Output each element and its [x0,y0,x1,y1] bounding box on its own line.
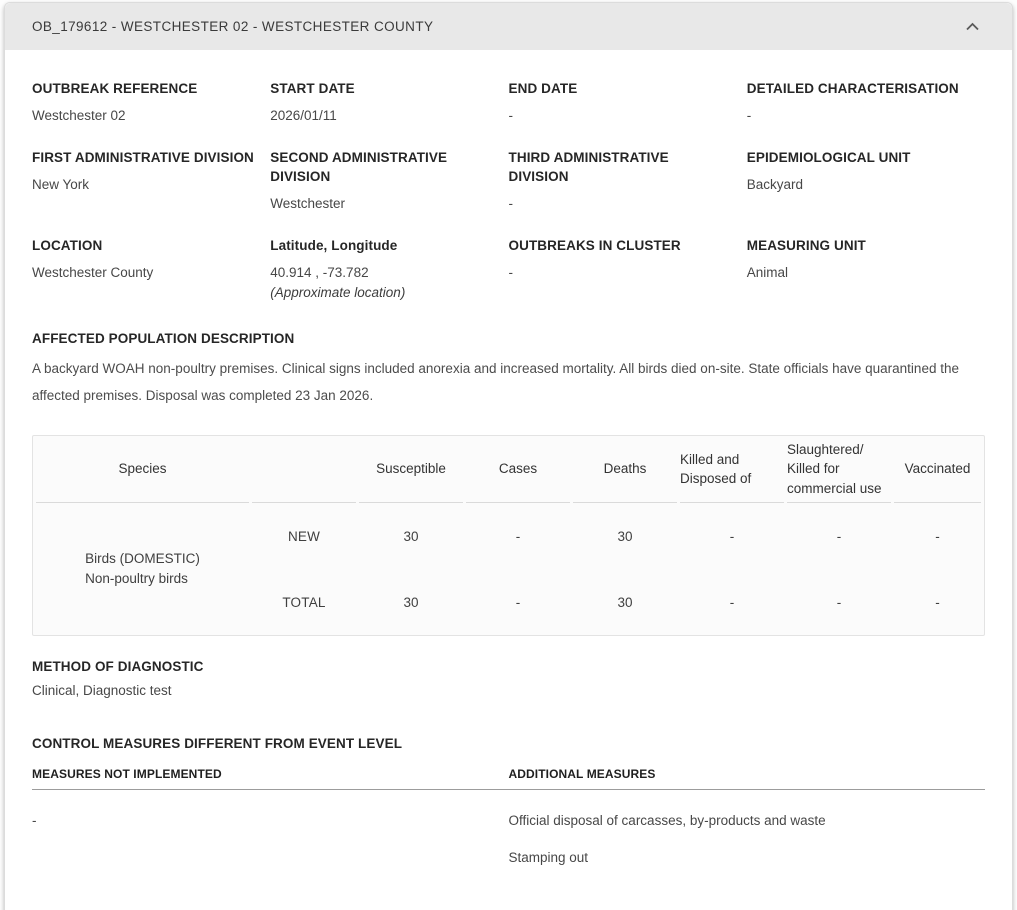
susceptible-cell: 30 [403,528,419,544]
deaths-cell: 30 [617,594,633,610]
method-of-diagnostic-label: METHOD OF DIAGNOSTIC [32,659,204,675]
outbreak-panel-title: OB_179612 - WESTCHESTER 02 - WESTCHESTER COUNTY [32,19,434,34]
field-outbreak-reference [32,80,270,126]
field-second-admin-division [270,149,508,214]
fields-row-3 [32,237,985,302]
col-header-killed-disposed: Killed and Disposed of [680,436,784,503]
measures-not-implemented-column [32,767,509,886]
field-lat-long [270,237,508,302]
col-header-deaths: Deaths [573,436,677,503]
field-label: SECOND ADMINISTRATIVE DIVISION [270,149,448,184]
field-label: EPIDEMIOLOGICAL UNIT [746,149,911,165]
field-label: MEASURING UNIT [746,238,866,254]
field-label: LOCATION [32,238,103,254]
collapse-button[interactable] [961,15,984,38]
field-label: OUTBREAK REFERENCE [32,81,198,96]
additional-measures-label: ADDITIONAL MEASURES [509,767,986,790]
col-header-slaughtered: Slaughtered/ Killed for commercial use [787,436,891,503]
slaughtered-cell: - [836,594,842,610]
vaccinated-cell: - [935,528,940,544]
measure-item: Stamping out [508,850,589,866]
col-header-row-type [252,436,356,503]
field-measuring-unit [747,237,985,283]
field-value: Animal [746,265,789,281]
cases-cell: - [515,528,521,544]
killed-disposed-cell: - [729,528,735,544]
col-header-vaccinated: Vaccinated [894,436,981,503]
species-line1: Birds (DOMESTIC) [85,550,200,566]
susceptible-cell: 30 [403,594,419,610]
col-header-species: Species [36,436,249,503]
field-outbreaks-in-cluster [509,237,747,283]
field-value: - [508,265,513,281]
cases-cell: - [515,594,521,610]
field-value: 40.914 , -73.782 [270,265,369,281]
field-third-admin-division [509,149,747,214]
additional-measures-column [509,767,986,886]
species-name-cell [36,503,249,635]
affected-population-text: A backyard WOAH non-poultry premises. Clinical signs included anorexia and increased mortality. All birds died on-site. State officials have quarantined the affected premises. Disposal was completed 23 Jan 2026. [32,360,959,404]
field-epidemiological-unit [747,149,985,195]
row-type-cell: NEW [287,528,321,544]
field-value: Westchester County [32,265,154,281]
field-label: Latitude, Longitude [270,238,398,254]
measures-not-implemented-label: MEASURES NOT IMPLEMENTED [32,767,509,790]
field-label: OUTBREAKS IN CLUSTER [508,238,681,254]
field-value: New York [32,176,90,192]
field-value: Westchester [270,195,346,211]
species-line2: Non-poultry birds [85,571,188,587]
measure-item: - [32,813,37,829]
field-value: 2026/01/11 [270,107,337,123]
field-first-admin-division [32,149,270,195]
field-label: END DATE [508,81,578,96]
col-header-cases: Cases [466,436,570,503]
field-label: THIRD ADMINISTRATIVE DIVISION [508,149,669,184]
measure-item: Official disposal of carcasses, by-products and waste [508,813,826,829]
field-label: DETAILED CHARACTERISATION [746,81,959,96]
field-detailed-characterisation [747,80,985,126]
table-row-new [36,503,981,569]
field-value: Westchester 02 [32,107,126,123]
col-header-susceptible: Susceptible [359,436,463,503]
field-end-date [509,80,747,126]
method-of-diagnostic-section [32,659,985,698]
approximate-location-note: (Approximate location) [270,285,406,301]
table-header-row [36,436,981,503]
method-of-diagnostic-value: Clinical, Diagnostic test [32,683,172,699]
field-location [32,237,270,283]
slaughtered-cell: - [836,528,842,544]
control-measures-columns [32,767,985,886]
row-type-cell: TOTAL [282,594,326,610]
field-value: Backyard [746,176,804,192]
field-value: - [746,107,752,123]
vaccinated-cell: - [935,594,940,610]
field-value: - [508,195,513,211]
affected-population-section [32,331,985,410]
deaths-cell: 30 [617,528,633,544]
species-table [32,435,985,636]
killed-disposed-cell: - [729,594,735,610]
fields-row-2 [32,149,985,214]
affected-population-label: AFFECTED POPULATION DESCRIPTION [32,330,295,346]
control-measures-heading: CONTROL MEASURES DIFFERENT FROM EVENT LEVEL [32,736,403,752]
field-value: - [508,107,513,123]
field-label: START DATE [270,81,355,96]
field-start-date [270,80,508,126]
fields-row-1 [32,80,985,126]
outbreak-panel-header[interactable] [5,3,1012,50]
chevron-up-icon [965,19,980,34]
field-label: FIRST ADMINISTRATIVE DIVISION [32,149,254,165]
outbreak-panel-body [5,50,1012,910]
outbreak-panel [4,2,1013,910]
